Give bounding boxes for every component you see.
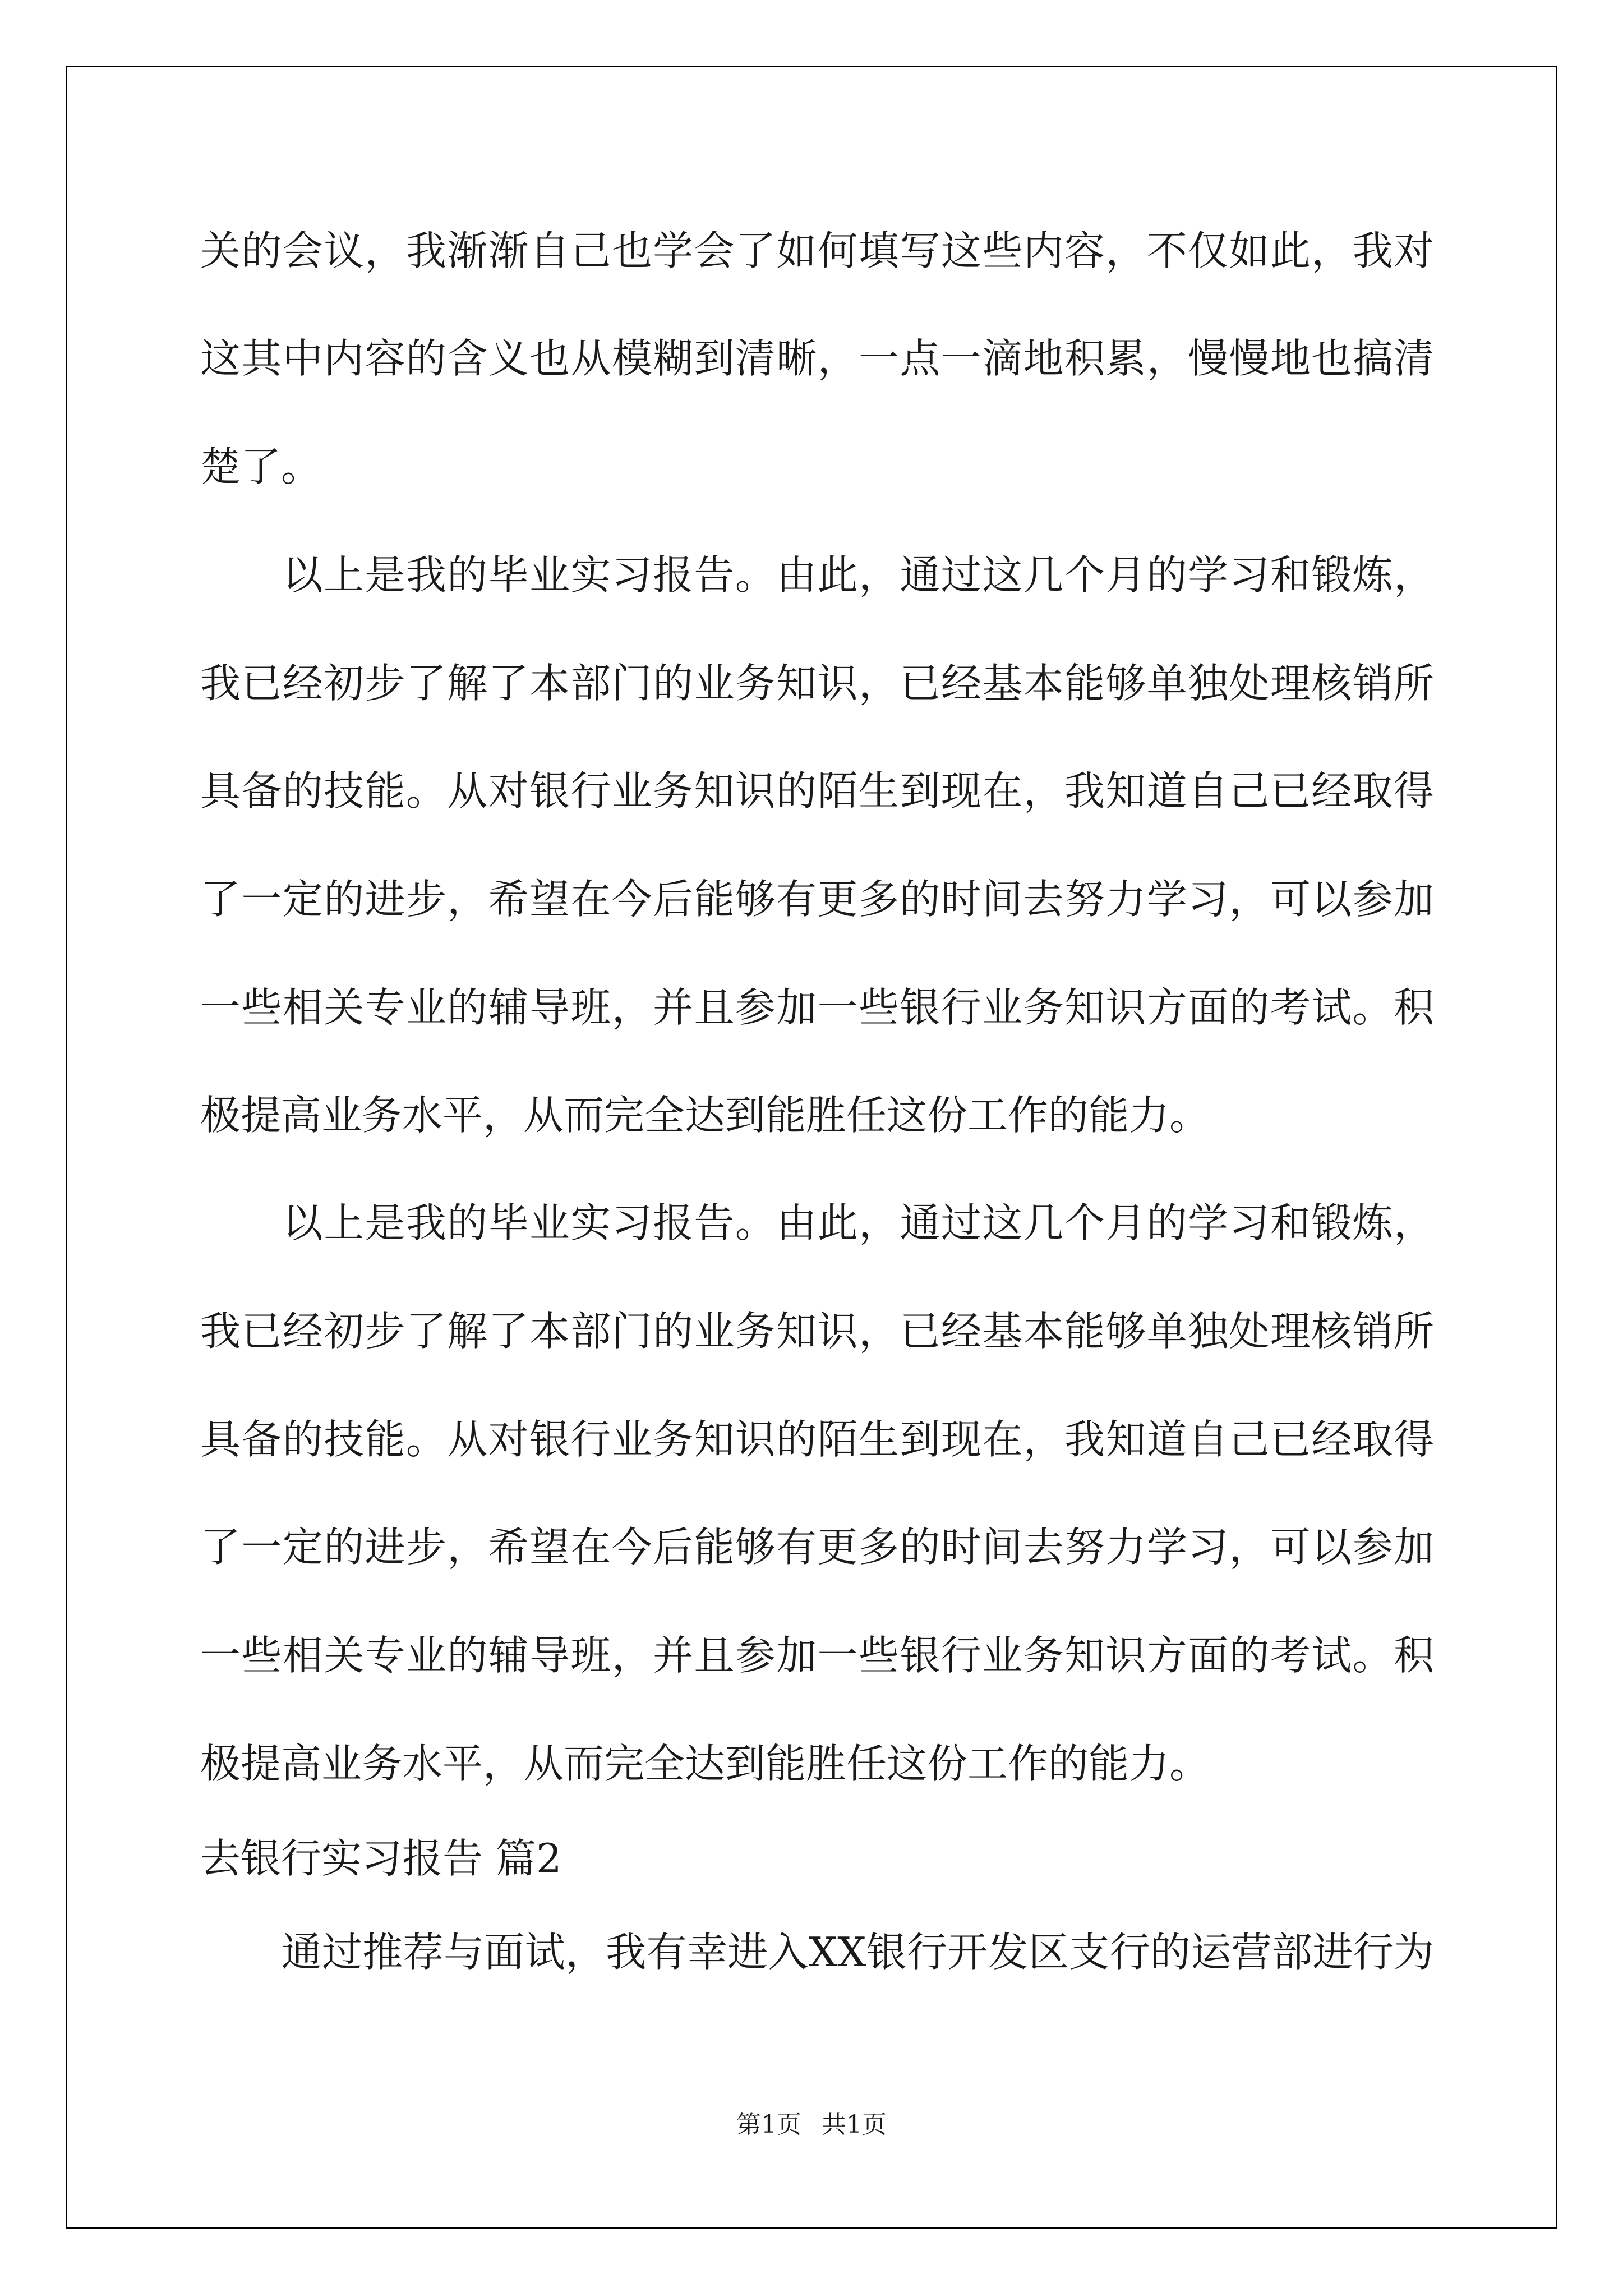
- text-line: 一些相关专业的辅导班，并且参加一些银行业务知识方面的考试。积: [200, 1632, 1434, 1679]
- text-line: 以上是我的毕业实习报告。由此，通过这几个月的学习和锻炼，: [200, 551, 1434, 599]
- text-line: 以上是我的毕业实习报告。由此，通过这几个月的学习和锻炼，: [200, 1199, 1434, 1246]
- page-border: [66, 66, 1557, 2229]
- page-footer: [0, 2108, 1623, 2142]
- text-line: 关的会议，我渐渐自己也学会了如何填写这些内容，不仅如此，我对: [200, 227, 1434, 274]
- section-heading: 去银行实习报告 篇2: [200, 1835, 562, 1882]
- text-line: 我已经初步了解了本部门的业务知识，已经基本能够单独处理核销所: [200, 1308, 1434, 1355]
- text-line: 极提高业务水平，从而完全达到能胜任这份工作的能力。: [200, 1740, 1210, 1787]
- text-line: 了一定的进步，希望在今后能够有更多的时间去努力学习，可以参加: [200, 876, 1434, 923]
- text-line: 我已经初步了解了本部门的业务知识，已经基本能够单独处理核销所: [200, 660, 1434, 707]
- text-line: 了一定的进步，希望在今后能够有更多的时间去努力学习，可以参加: [200, 1524, 1434, 1571]
- text-line: 具备的技能。从对银行业务知识的陌生到现在，我知道自己已经取得: [200, 767, 1434, 815]
- text-line: 这其中内容的含义也从模糊到清晰，一点一滴地积累，慢慢地也搞清: [200, 335, 1434, 382]
- page-total: 共1页: [822, 2110, 887, 2139]
- text-line: 极提高业务水平，从而完全达到能胜任这份工作的能力。: [200, 1092, 1210, 1139]
- text-line: 通过推荐与面试，我有幸进入XX银行开发区支行的运营部进行为: [200, 1929, 1434, 1976]
- text-line: 一些相关专业的辅导班，并且参加一些银行业务知识方面的考试。积: [200, 984, 1434, 1031]
- page-number: 第1页: [736, 2110, 801, 2139]
- text-line: 具备的技能。从对银行业务知识的陌生到现在，我知道自己已经取得: [200, 1416, 1434, 1463]
- text-line: 楚了。: [200, 443, 322, 490]
